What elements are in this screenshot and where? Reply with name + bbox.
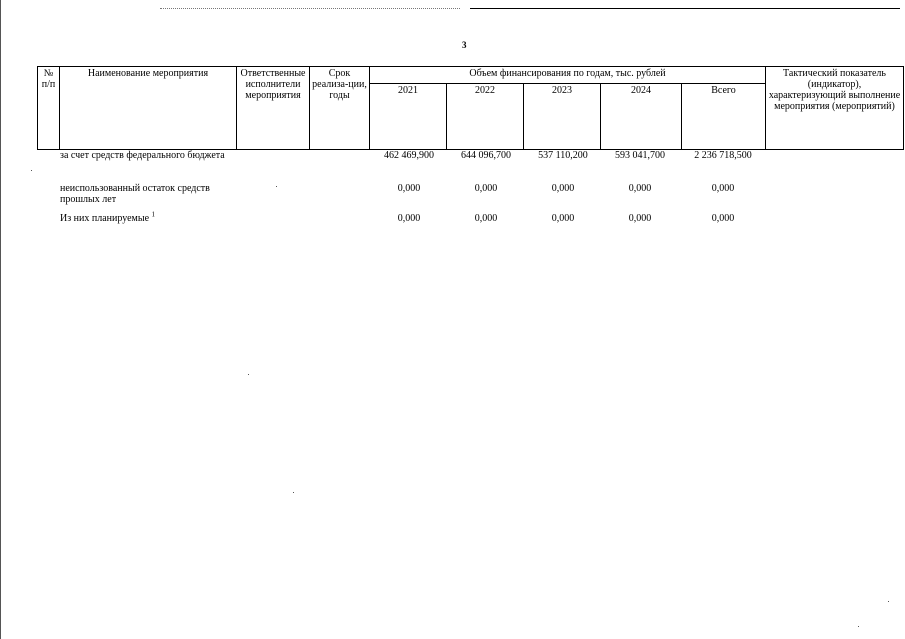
header-period: Срок реализа-ции, годы xyxy=(310,67,370,150)
scan-speck xyxy=(248,374,249,375)
header-year-2021: 2021 xyxy=(370,84,447,150)
scan-speck xyxy=(293,492,294,493)
scan-artifact-line xyxy=(160,8,460,9)
header-responsible: Ответственные исполнители мероприятия xyxy=(237,67,310,150)
funding-table-header xyxy=(37,66,904,150)
page-number: 3 xyxy=(462,40,467,50)
row-value-total: 2 236 718,500 xyxy=(694,150,752,161)
header-year-2023: 2023 xyxy=(524,84,601,150)
row-value-2021: 462 469,900 xyxy=(384,150,434,161)
scan-speck xyxy=(276,186,277,187)
row-value-2023: 537 110,200 xyxy=(538,150,588,161)
row-value-total: 0,000 xyxy=(711,213,735,224)
header-year-2022: 2022 xyxy=(447,84,524,150)
row-value-2024: 0,000 xyxy=(628,183,652,194)
row-name: за счет средств федерального бюджета xyxy=(60,150,225,161)
header-year-2024: 2024 xyxy=(601,84,682,150)
header-total: Всего xyxy=(682,84,766,150)
row-value-2022: 644 096,700 xyxy=(461,150,511,161)
header-funding: Объем финансирования по годам, тыс. рублей xyxy=(370,67,766,84)
row-value-2022: 0,000 xyxy=(474,183,498,194)
header-num: № п/п xyxy=(38,67,60,150)
row-value-2021: 0,000 xyxy=(397,183,421,194)
row-value-2023: 0,000 xyxy=(551,183,575,194)
row-value-2022: 0,000 xyxy=(474,213,498,224)
scan-speck xyxy=(858,626,859,627)
row-value-2021: 0,000 xyxy=(397,213,421,224)
scan-speck xyxy=(31,170,32,171)
row-value-2024: 593 041,700 xyxy=(615,150,665,161)
header-name: Наименование мероприятия xyxy=(60,67,237,150)
header-indicator: Тактический показатель (индикатор), характеризующий выполнение мероприятия (мероприятий) xyxy=(766,67,904,150)
footnote-mark: 1 xyxy=(151,210,156,219)
scan-top-rule xyxy=(470,8,900,9)
row-value-total: 0,000 xyxy=(711,183,735,194)
row-name-text: Из них планируемые xyxy=(60,213,150,224)
row-name: неиспользованный остаток средств прошлых лет xyxy=(60,183,210,205)
scan-edge xyxy=(0,0,1,639)
row-value-2024: 0,000 xyxy=(628,213,652,224)
row-name xyxy=(60,210,240,224)
row-value-2023: 0,000 xyxy=(551,213,575,224)
scan-speck xyxy=(888,601,889,602)
